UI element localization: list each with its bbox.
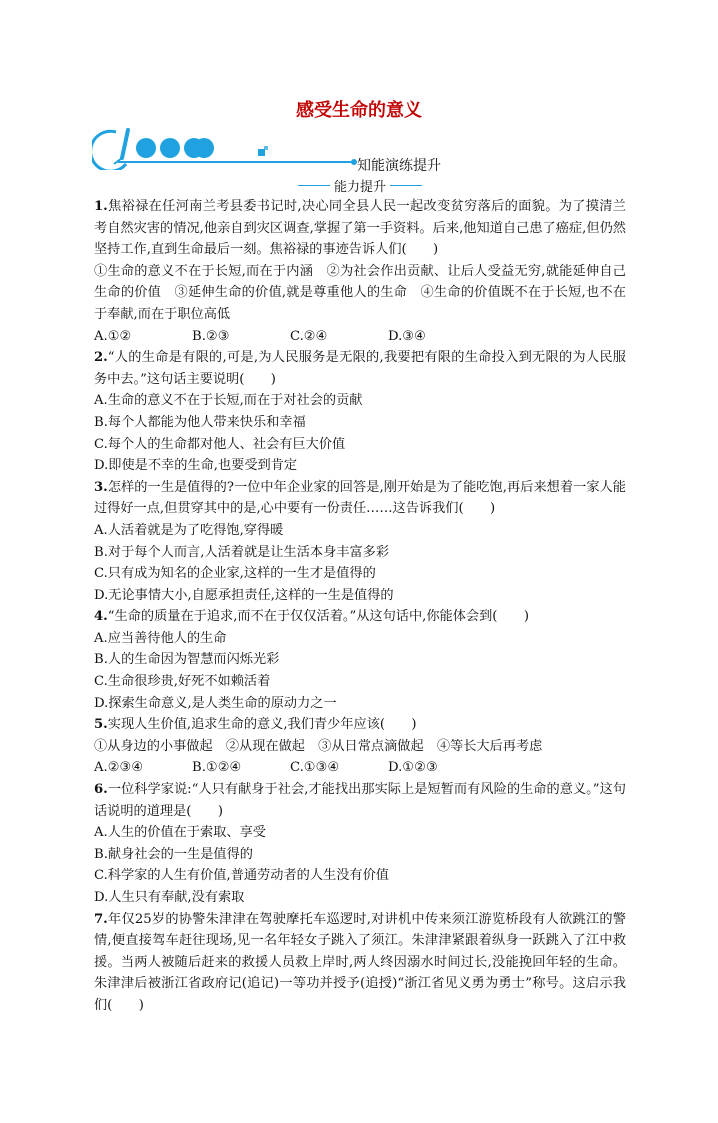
question-4 (94, 606, 626, 714)
banner-label: 知能演练提升 (357, 158, 441, 174)
option[interactable]: D.无论事情大小,自愿承担责任,这样的一生是值得的 (94, 587, 394, 603)
banner-dot-1 (136, 138, 156, 158)
question-1 (94, 196, 626, 347)
option[interactable]: A.人生的价值在于索取、享受 (94, 825, 266, 841)
question-number: 3. (94, 479, 108, 495)
question-number: 6. (94, 782, 108, 798)
option[interactable]: D.③④ (388, 328, 426, 344)
question-list (94, 196, 626, 1017)
question-stem: 1.焦裕禄在任河南兰考县委书记时,决心同全县人民一起改变贫穷落后的面貌。为了摸清兰考自然灾害的情况,他亲自到灾区调查,掌握了第一手资料。后来,他知道自己患了癌症,但仍然坚持工作,直到生命最后一刻。焦裕禄的事迹告诉人们( ) (94, 199, 626, 258)
question-stem: 6.一位科学家说:“人只有献身于社会,才能找出那实际上是短暂而有风险的生命的意义。”这句话说明的道理是( ) (94, 782, 626, 819)
section-title-rule-left (298, 185, 330, 186)
options-row (94, 757, 626, 779)
options-row (94, 326, 626, 348)
question-statements: ①生命的意义不在于长短,而在于内涵 ②为社会作出贡献、让后人受益无穷,就能延伸自己生命的价值 ③延伸生命的价值,就是尊重他人的生命 ④生命的价值既不在于长短,也不在于奉献,而在于职位高低 (94, 263, 626, 322)
option[interactable]: D.即使是不幸的生命,也要受到肯定 (94, 458, 298, 474)
book-pen-icon (92, 130, 128, 170)
option[interactable]: B.献身社会的一生是值得的 (94, 846, 253, 862)
option[interactable]: A.应当善待他人的生命 (94, 630, 227, 646)
question-number: 1. (94, 199, 108, 214)
question-number: 5. (94, 717, 108, 733)
option[interactable]: A.②③④ (94, 760, 144, 776)
section-title (298, 176, 422, 194)
option[interactable]: D.探索生命意义,是人类生命的原动力之一 (94, 695, 337, 711)
option[interactable]: B.②③ (192, 328, 230, 344)
option[interactable]: D.①②③ (388, 760, 438, 776)
option[interactable]: B.人的生命因为智慧而闪烁光彩 (94, 652, 280, 668)
question-2 (94, 347, 626, 477)
option[interactable]: A.①② (94, 328, 132, 344)
section-title-text: 能力提升 (334, 179, 387, 195)
question-7 (94, 909, 626, 1017)
option[interactable]: C.每个人的生命都对他人、社会有巨大价值 (94, 436, 346, 452)
option[interactable]: A.人活着就是为了吃得饱,穿得暖 (94, 522, 284, 538)
option[interactable]: C.科学家的人生有价值,普通劳动者的人生没有价值 (94, 868, 389, 884)
question-stem: 7.年仅25岁的协警朱津津在驾驶摩托车巡逻时,对讲机中传来须江游览桥段有人欲跳江的警情,便直接驾车赶往现场,见一名年轻女子跳入了须江。朱津津紧跟着纵身一跃跳入了江中救援。当两人被随后赶来的救援人员救上岸时,两人终因溺水时间过长,没能挽回年轻的生命。朱津津后被浙江省政府记(追记)一等功并授予(追授)“浙江省见义勇为勇士”称号。这启示我们( ) (94, 911, 626, 1013)
section-title-rule-right (390, 185, 422, 186)
question-3 (94, 477, 626, 607)
option[interactable]: B.①②④ (192, 760, 242, 776)
question-6 (94, 779, 626, 909)
question-number: 2. (94, 350, 108, 366)
option[interactable]: C.②④ (290, 328, 328, 344)
option[interactable]: A.生命的意义不在于长短,而在于对社会的贡献 (94, 393, 363, 409)
option[interactable]: C.①③④ (290, 760, 340, 776)
banner-dot-4 (194, 138, 214, 158)
option[interactable]: C.生命很珍贵,好死不如赖活着 (94, 674, 271, 690)
question-stem: 4.“生命的质量在于追求,而不在于仅仅活着。”从这句话中,你能体会到( ) (94, 609, 529, 625)
option[interactable]: D.人生只有奉献,没有索取 (94, 890, 245, 905)
question-number: 4. (94, 609, 108, 625)
question-stem: 2.“人的生命是有限的,可是,为人民服务是无限的,我要把有限的生命投入到无限的为人民服务中去。”这句话主要说明( ) (94, 350, 626, 387)
question-stem: 3.怎样的一生是值得的?一位中年企业家的回答是,刚开始是为了能吃饱,再后来想着一家人能过得好一点,但贯穿其中的是,心中要有一份责任……这告诉我们( ) (94, 479, 626, 517)
option[interactable]: C.只有成为知名的企业家,这样的一生才是值得的 (94, 566, 376, 582)
question-stem: 5.实现人生价值,追求生命的意义,我们青少年应该( ) (94, 717, 417, 733)
question-statements: ①从身边的小事做起 ②从现在做起 ③从日常点滴做起 ④等长大后再考虑 (94, 738, 543, 754)
banner-square (258, 149, 265, 156)
option[interactable]: B.每个人都能为他人带来快乐和幸福 (94, 414, 306, 430)
page-title: 感受生命的意义 (296, 100, 422, 121)
banner-dot-2 (160, 138, 180, 158)
option[interactable]: B.对于每个人而言,人活着就是让生活本身丰富多彩 (94, 544, 390, 560)
question-5 (94, 714, 626, 779)
question-number: 7. (94, 911, 108, 927)
